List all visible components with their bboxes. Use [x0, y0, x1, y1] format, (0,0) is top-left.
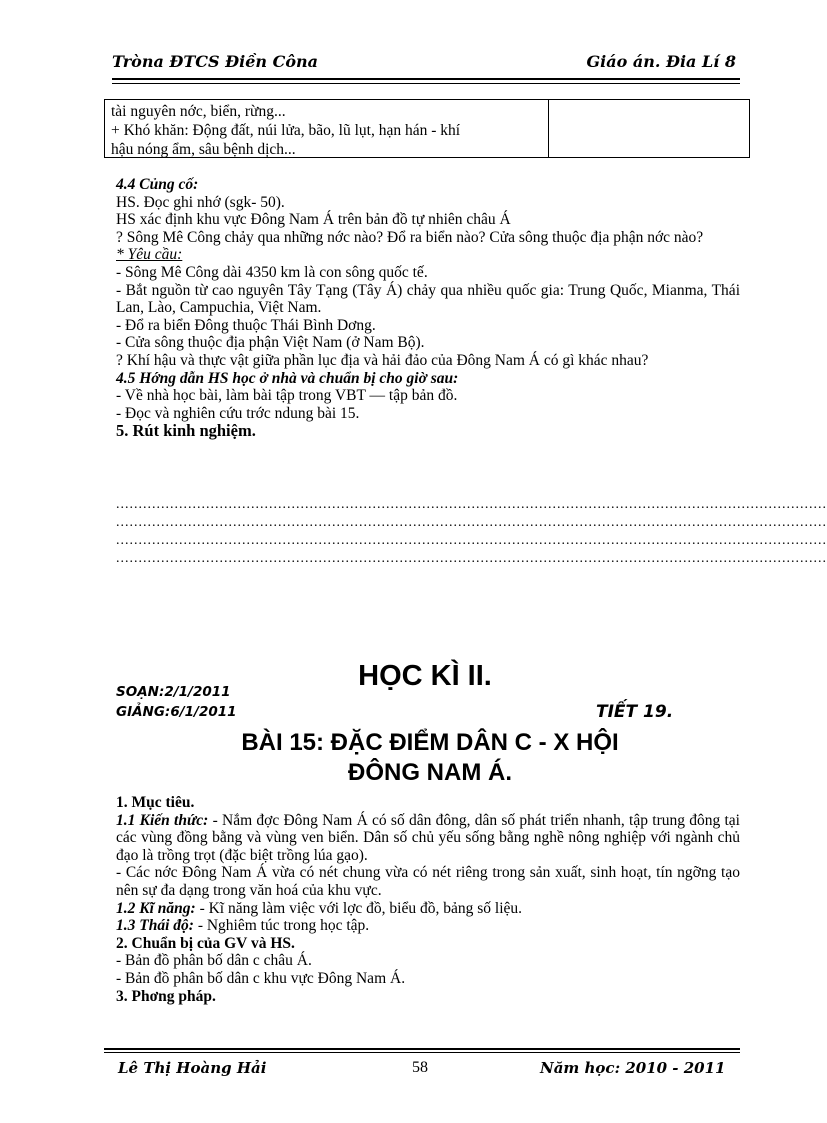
paragraph: - Bản đồ phân bố dân c châu Á. [116, 952, 312, 970]
paragraph: - Cửa sông thuộc địa phận Việt Nam (ở Nam Bộ). [116, 334, 425, 352]
notes-dotted-lines [116, 496, 827, 568]
skills-text: - Kĩ năng làm việc với lợc đồ, biểu đồ, bảng số liệu. [195, 899, 523, 917]
semester-title: HỌC KÌ II. [358, 660, 492, 692]
section-objectives [116, 794, 740, 1005]
paragraph [116, 900, 740, 918]
prep-date: SOẠN:2/1/2011 [116, 684, 231, 700]
paragraph: - Bản đồ phân bố dân c khu vực Đông Nam Á. [116, 969, 406, 987]
period-number: TIẾT 19. [596, 702, 674, 722]
paragraph: - Các nớc Đông Nam Á vừa có nét chung vừa có nét riêng trong sản xuất, sinh hoạt, tín ngỡng tạo nên sự đa dạng trong văn hoá của khu vực. [116, 864, 740, 899]
section-heading: 4.4 Củng cố: [116, 176, 199, 193]
page-number: 58 [412, 1059, 428, 1076]
paragraph: - Bắt nguồn từ cao nguyên Tây Tạng (Tây Á) chảy qua nhiều quốc gia: Trung Quốc, Mianma, Thái Lan, Lào, Campuchia, Việt Nam. [116, 281, 740, 317]
footer-rule [104, 1048, 740, 1050]
table-column-divider [548, 100, 549, 158]
attitude-text: - Nghiêm túc trong học tập. [193, 917, 370, 935]
dotted-line: .............................................................................................................................................................. [116, 515, 827, 530]
table-cell-left [111, 102, 543, 159]
section-heading: 4.5 Hớng dẫn HS học ở nhà và chuẩn bị cho giờ sau: [116, 369, 459, 387]
paragraph: - Về nhà học bài, làm bài tập trong VBT — tập bản đồ. [116, 387, 458, 405]
paragraph: - Đọc và nghiên cứu trớc ndung bài 15. [116, 404, 360, 422]
table-line: + Khó khăn: Động đất, núi lửa, bão, lũ lụt, hạn hán - khí [111, 122, 461, 139]
header-school: Tròna ĐTCS Điền Côna [112, 52, 319, 71]
question: ? Sông Mê Công chảy qua những nớc nào? Đổ ra biển nào? Cửa sông thuộc địa phận nớc nào? [116, 228, 704, 246]
header-rule-thin [112, 83, 740, 84]
table-line: tài nguyên nớc, biển, rừng... [111, 103, 286, 120]
paragraph [116, 812, 740, 865]
section-heading: 1. Mục tiêu. [116, 794, 195, 811]
dotted-line: .............................................................................................................................................................. [116, 497, 827, 512]
teach-date: GIẢNG:6/1/2011 [116, 704, 237, 720]
header-subject: Giáo án. Đia Lí 8 [586, 52, 736, 71]
section-heading: 5. Rút kinh nghiệm. [116, 421, 256, 441]
footer-rule-thin [104, 1052, 740, 1053]
paragraph: HS. Đọc ghi nhớ (sgk- 50). [116, 193, 285, 211]
paragraph [116, 917, 740, 935]
question: ? Khí hậu và thực vật giữa phần lục địa và hải đảo của Đông Nam Á có gì khác nhau? [116, 351, 649, 369]
table-fragment [104, 99, 750, 158]
page-header [112, 50, 740, 78]
lesson-title-line: BÀI 15: ĐẶC ĐIỂM DÂN C - X HỘI [241, 729, 619, 756]
footer-school-year: Năm học: 2010 - 2011 [540, 1059, 726, 1077]
section-review [116, 176, 740, 440]
paragraph: HS xác định khu vực Đông Nam Á trên bản đồ tự nhiên châu Á [116, 211, 511, 229]
paragraph: - Sông Mê Công dài 4350 km là con sông quốc tế. [116, 263, 428, 281]
section-heading: 2. Chuẩn bị của GV và HS. [116, 934, 295, 952]
knowledge-text: - Nắm đợc Đông Nam Á có số dân đông, dân số phát triển nhanh, tập trung đông tại các vùng đồng bằng và vùng ven biển. Dân số chủ yếu sống bằng nghề nông nghiệp với ngành chủ đạo là trồng trọt (đặc biệt trồng lúa gạo). [116, 811, 740, 864]
attitude-label: 1.3 Thái độ: [116, 917, 194, 935]
footer-author: Lê Thị Hoàng Hải [118, 1059, 267, 1077]
lesson-title-line: ĐÔNG NAM Á. [348, 759, 512, 786]
table-line: hậu nóng ẩm, sâu bệnh dịch... [111, 141, 296, 158]
paragraph: - Đổ ra biển Đông thuộc Thái Bình Dơng. [116, 316, 376, 334]
dotted-line: .............................................................................................................................................................. [116, 551, 827, 566]
section-heading: 3. Phơng pháp. [116, 987, 216, 1005]
table-bottom-border [104, 157, 750, 158]
requirement-label: * Yêu cầu: [116, 246, 183, 264]
lesson-title [140, 728, 720, 788]
skills-label: 1.2 Kĩ năng: [116, 899, 196, 917]
knowledge-label: 1.1 Kiến thức: [116, 811, 209, 829]
header-rule [112, 78, 740, 80]
dotted-line: .............................................................................................................................................................. [116, 533, 827, 548]
